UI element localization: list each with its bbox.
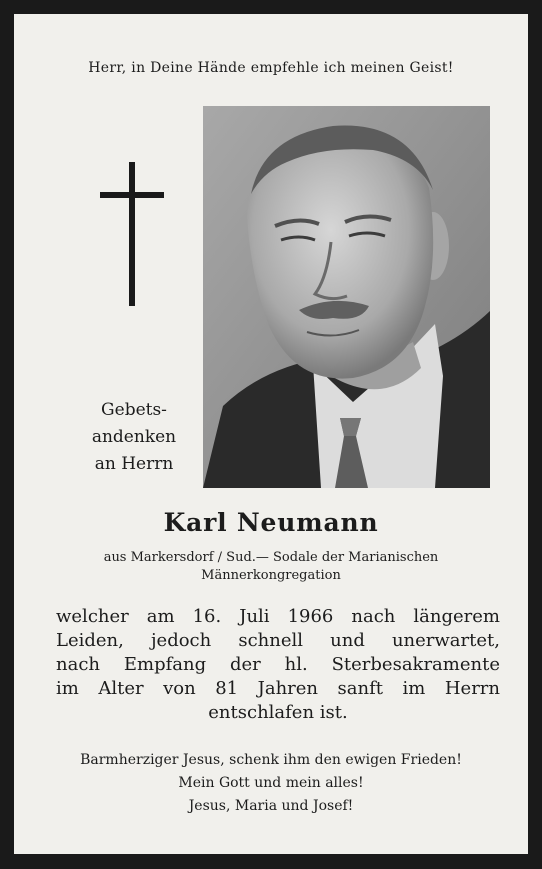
memorial-label-line: an Herrn (94, 454, 174, 474)
biography-line: im Alter von 81 Jahren sanft im Herrn (56, 678, 500, 699)
deceased-name: Karl Neumann (163, 508, 379, 537)
memorial-label (54, 397, 214, 478)
closing-line: Jesus, Maria und Josef! (188, 798, 354, 814)
origin-line: aus Markersdorf / Sud.— Sodale der Marianischen (103, 550, 439, 565)
biography-line: welcher am 16. Juli 1966 nach längerem (56, 606, 500, 627)
biography-line: entschlafen ist. (208, 702, 348, 723)
closing-prayers (14, 749, 528, 818)
cross-icon (100, 162, 164, 306)
origin-line: Männerkongregation (201, 568, 341, 583)
memorial-label-line: Gebets- (101, 400, 167, 420)
memorial-label-line: andenken (91, 427, 177, 447)
top-verse: Herr, in Deine Hände empfehle ich meinen Geist! (88, 60, 454, 76)
closing-line: Barmherziger Jesus, schenk ihm den ewigen Frieden! (80, 752, 462, 768)
biography-line: Leiden, jedoch schnell und unerwartet, (56, 630, 500, 651)
biography-text (56, 605, 500, 725)
portrait-photo (203, 106, 490, 488)
memorial-card (14, 14, 528, 854)
origin-text (14, 549, 528, 585)
biography-line: nach Empfang der hl. Sterbesakramente (56, 654, 500, 675)
closing-line: Mein Gott und mein alles! (178, 775, 364, 791)
